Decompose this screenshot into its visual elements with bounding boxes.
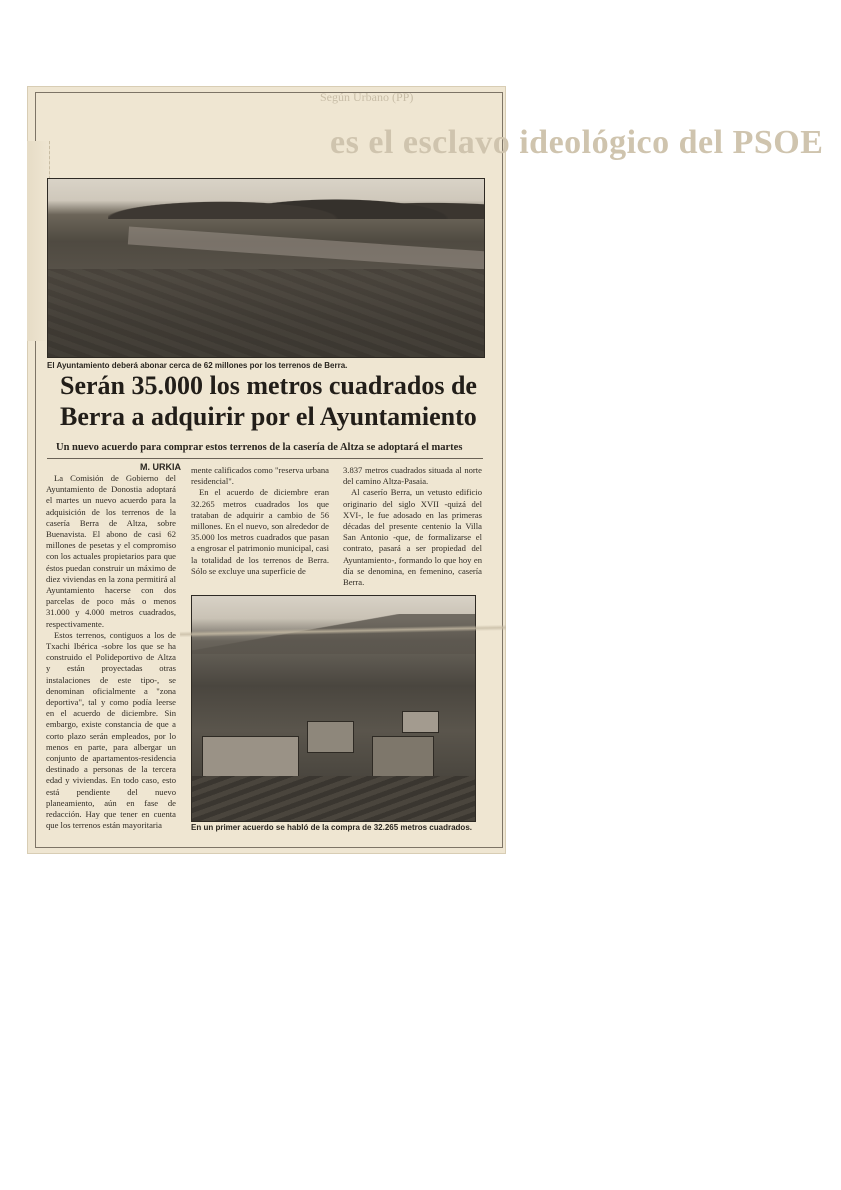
background-headline: es el esclavo ideológico del PSOE xyxy=(330,124,824,161)
divider xyxy=(47,458,483,459)
article-column-3 xyxy=(343,465,482,590)
article-headline: Serán 35.000 los metros cuadrados de Berra a adquirir por el Ayuntamiento xyxy=(60,371,477,431)
paragraph: En el acuerdo de diciembre eran 32.265 metros cuadrados los que trataban de adquirir a cambio de 56 millones. En el nuevo, son alrededor de 35.000 los metros cuadrados que pasan a engrosar el patrimonio municipal, casi la totalidad de los terrenos de Berra. Sólo se excluye una superficie de xyxy=(191,487,329,576)
article-column-1 xyxy=(46,473,176,843)
photo-road xyxy=(128,226,485,269)
paragraph: 3.837 metros cuadrados situada al norte del camino Altza-Pasaia. xyxy=(343,465,482,487)
paragraph: La Comisión de Gobierno del Ayuntamiento de Donostia adoptará el martes un nuevo acuerdo para la adquisición de los terrenos de la casería Berra de Altza, sobre Buenavista. El abono de casi 62 millones de pesetas y el compromiso con los actuales propietarios para que éstos puedan construir un máximo de diez viviendas en la zona permitirá al Ayuntamiento hacerse con dos parcelas de poco más o menos 31.000 y 4.000 metros cuadrados, respectivamente. xyxy=(46,473,176,629)
photo-building xyxy=(402,711,439,733)
photo-building xyxy=(202,736,299,778)
photo1-caption: El Ayuntamiento deberá abonar cerca de 62 millones por los terrenos de Berra. xyxy=(47,361,348,370)
background-kicker: Según Urbano (PP) xyxy=(320,90,414,104)
photo-foreground xyxy=(192,776,475,821)
paragraph: Estos terrenos, contiguos a los de Txachi Ibérica -sobre los que se ha construido el Polideportivo de Altza y están proyectadas otras instalaciones de este tipo-, se denominan oficialmente a "zona deportiva", tal y como podía leerse en el acuerdo de diciembre. Sin embargo, existe constancia de que a corto plazo serán empleados, por lo menos en parte, para albergar un conjunto de apartamentos-residencia destinado a personas de la tercera edad y viviendas. En todo caso, esto está pendiente del nuevo planeamiento, aún en fase de redacción. Hay que tener en cuenta que los terrenos están mayoritaria xyxy=(46,629,176,831)
photo-building xyxy=(307,721,354,753)
article-subheadline: Un nuevo acuerdo para comprar estos terrenos de la casería de Altza se adoptará el martes xyxy=(56,442,463,453)
photo-berra-terrain xyxy=(47,178,485,358)
photo-trees xyxy=(108,179,485,219)
article-column-2 xyxy=(191,465,329,590)
photo-field xyxy=(48,269,484,358)
paragraph: Al caserío Berra, un vetusto edificio originario del siglo XVII -quizá del XVI-, le fue adosado en las primeras décadas del presente centenio la Villa San Antonio -que, de formalizarse el contrato, pasará a ser propiedad del Ayuntamiento-, formando lo que hoy en día se denomina, en femenino, casería Berra. xyxy=(343,487,482,588)
paragraph: mente calificados como "reserva urbana residencial". xyxy=(191,465,329,487)
byline: M. URKIA xyxy=(140,462,181,472)
photo2-caption: En un primer acuerdo se habló de la compra de 32.265 metros cuadrados. xyxy=(191,823,472,832)
